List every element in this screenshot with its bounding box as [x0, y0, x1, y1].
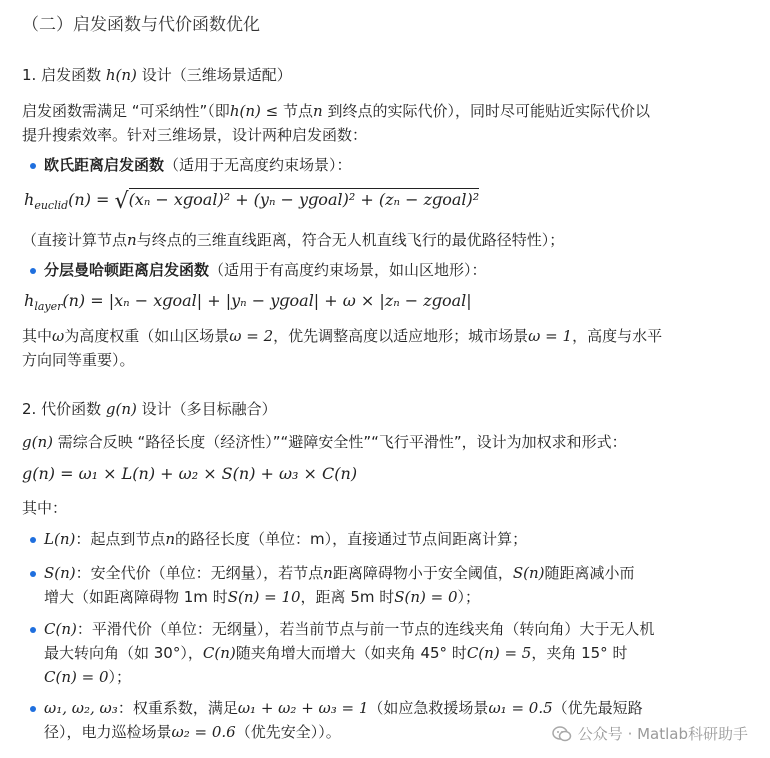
equation-euclid: $h_{euclid}(n) = √(x_n$ − xɡoal)² + (yₙ − yɡoal)² + (zₙ − zɡoal)²: [24, 189, 480, 214]
intro-line-1: 启发函数需满足 “可采纳性”（即h(n) ≤ 节点n 到终点的实际代价），同时尽可能贴近实际代价以: [22, 102, 650, 120]
section-title: （二）启发函数与代价函数优化: [22, 15, 260, 35]
watermark-text: 公众号 · Matlab科研助手: [577, 725, 748, 743]
bullet-dot: [30, 163, 36, 169]
cost-intro: g(n) 需综合反映 “路径长度（经济性）”“避障安全性”“飞行平滑性”，设计为加权求和形式：: [22, 433, 627, 451]
subsection-2-title: 2. 代价函数 g(n) 设计（多目标融合）: [22, 400, 277, 418]
item-safety-line-1: S(n)：安全代价（单位：无纲量），若节点n距离障碍物小于安全阈值，S(n)随距离减小而: [44, 564, 635, 582]
qizhong-label: 其中：: [22, 499, 68, 517]
euclid-note: （直接计算节点n与终点的三维直线距离，符合无人机直线飞行的最优路径特性）；: [22, 231, 565, 249]
intro-line-2: 提升搜索效率。针对三维场景，设计两种启发函数：: [22, 126, 368, 144]
equation-cost: g(n) = ω₁ × L(n) + ω₂ × S(n) + ω₃ × C(n): [22, 464, 358, 483]
item-smooth-line-1: C(n)：平滑代价（单位：无纲量），若当前节点与前一节点的连线夹角（转向角）大于无人机: [44, 620, 655, 638]
subsection-1-title: 1. 启发函数 h(n) 设计（三维场景适配）: [22, 66, 292, 84]
item-safety-line-2: 增大（如距离障碍物 1m 时S(n) = 10，距离 5m 时S(n) = 0）；: [44, 588, 481, 606]
bullet-layer: 分层曼哈顿距离启发函数（适用于有高度约束场景，如山区地形）：: [44, 261, 487, 279]
bullet-dot: [30, 627, 36, 633]
item-smooth-line-3: C(n) = 0）；: [44, 668, 132, 686]
wechat-icon: [552, 724, 572, 744]
item-weights-line-1: ω₁, ω₂, ω₃：权重系数，满足ω₁ + ω₂ + ω₃ = 1（如应急救援场景ω₁ = 0.5（优先最短路: [44, 699, 643, 717]
item-smooth-line-2: 最大转向角（如 30°），C(n)随夹角增大而增大（如夹角 45° 时C(n) = 5，夹角 15° 时: [44, 644, 628, 662]
bullet-dot: [30, 706, 36, 712]
weight-line-1: 其中ω为高度权重（如山区场景ω = 2，优先调整高度以适应地形；城市场景ω = 1，高度与水平: [22, 327, 663, 345]
bullet-dot: [30, 571, 36, 577]
weight-line-2: 方向同等重要）。: [22, 351, 135, 369]
bullet-euclid: 欧氏距离启发函数（适用于无高度约束场景）：: [44, 156, 352, 174]
item-weights-line-2: 径），电力巡检场景ω₂ = 0.6（优先安全））。: [44, 723, 341, 741]
equation-layer: $h_{layer}(n) = |x_n$ − xɡoal| + |yₙ − yɡoal| + ω × |zₙ − zɡoal|: [24, 291, 472, 314]
watermark: [552, 723, 748, 744]
bullet-dot: [30, 537, 36, 543]
item-length: L(n)：起点到节点n的路径长度（单位：m），直接通过节点间距离计算；: [44, 530, 528, 548]
bullet-dot: [30, 268, 36, 274]
